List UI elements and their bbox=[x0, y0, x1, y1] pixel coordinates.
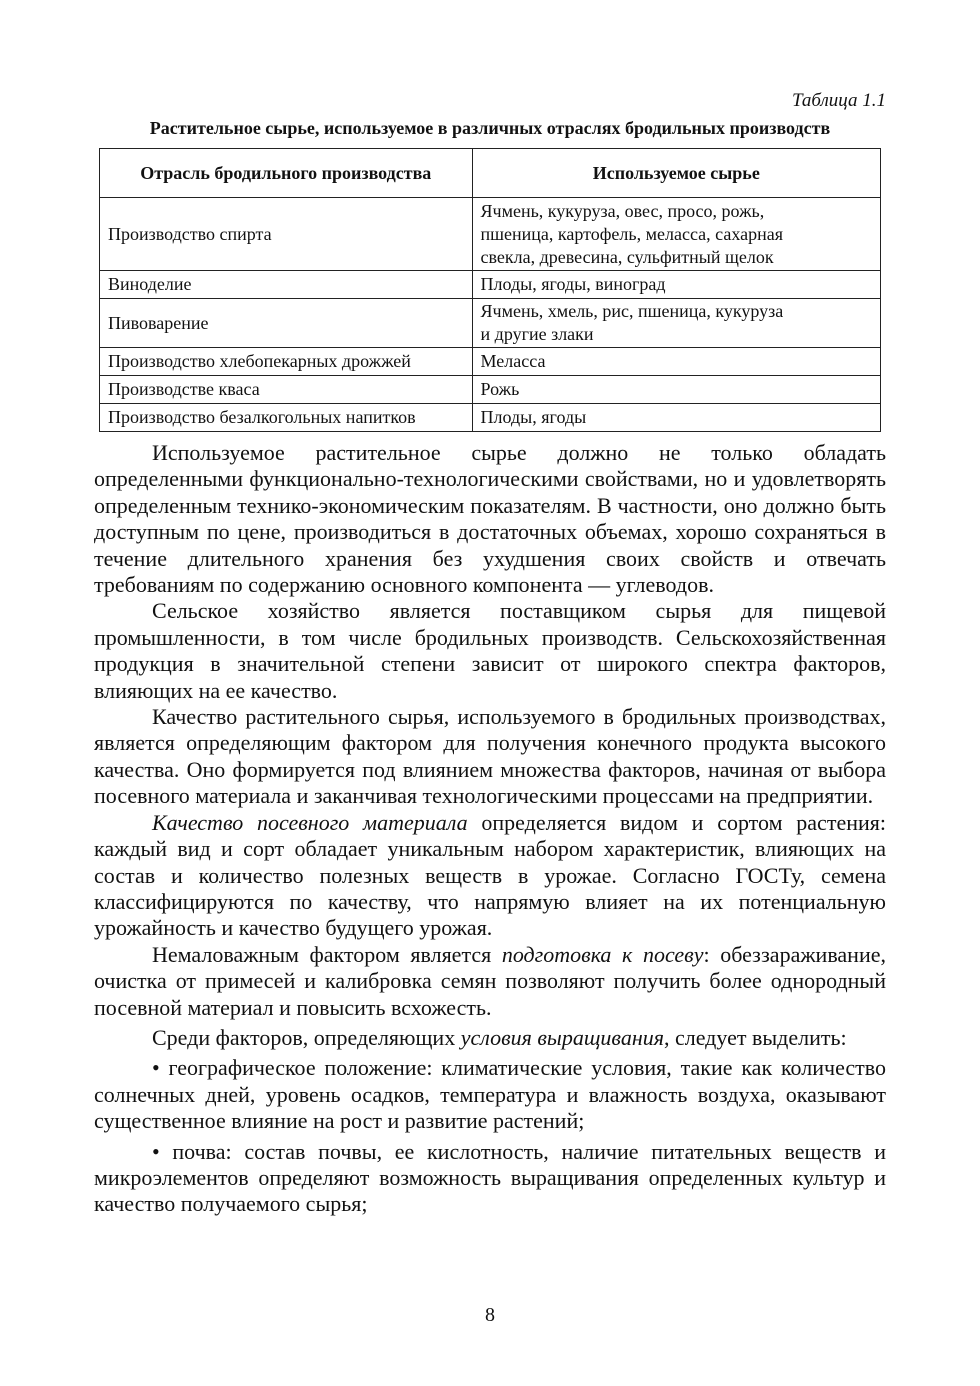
bullet-geographic-position: • географическое положение: климатические условия, такие как количество солнечных дней, уровень осадков, температура и влажность воздуха, оказывают существенное влияние на рост и развитие растений; bbox=[94, 1055, 886, 1134]
header-raw-material: Используемое сырье bbox=[472, 149, 880, 198]
term-growing-conditions: условия выращивания bbox=[460, 1024, 664, 1050]
raw-material-cell: Ячмень, кукуруза, овес, просо, рожь, пшеница, картофель, меласса, сахарная свекла, древесина, сульфитный щелок bbox=[472, 198, 880, 271]
page-number: 8 bbox=[485, 1304, 495, 1326]
table-row bbox=[100, 376, 881, 404]
table-label: Таблица 1.1 bbox=[792, 90, 886, 111]
raw-material-cell: Плоды, ягоды bbox=[472, 404, 880, 432]
industry-cell: Производство спирта bbox=[100, 198, 473, 271]
table-row bbox=[100, 198, 881, 271]
raw-material-cell: Рожь bbox=[472, 376, 880, 404]
raw-material-cell: Плоды, ягоды, виноград bbox=[472, 271, 880, 299]
industry-cell: Пивоварение bbox=[100, 299, 473, 348]
term-seed-quality: Качество посевного материала bbox=[152, 809, 468, 835]
paragraph-raw-material-requirements: Используемое растительное сырье должно не только обладать определенными функционально-технологическими свойствами, но и удовлетворять определенным технико-экономическим показателям. В частности, оно должно быть доступным по цене, производиться в достаточных объемах, хорошо сохраняться в течение длительного хранения без ухудшения своих свойств и отвечать требованиям по содержанию основного компонента — углеводов. bbox=[94, 440, 886, 598]
table-row bbox=[100, 271, 881, 299]
term-sowing-preparation: подготовка к посеву bbox=[501, 941, 704, 967]
page bbox=[94, 88, 886, 1218]
industry-cell: Производстве кваса bbox=[100, 376, 473, 404]
paragraph-growing-conditions bbox=[94, 1025, 886, 1051]
growing-conditions-text: , следует выделить: bbox=[663, 1024, 847, 1050]
raw-materials-table bbox=[99, 148, 881, 432]
table-header-row bbox=[100, 149, 881, 198]
paragraph-sowing-preparation bbox=[94, 942, 886, 1021]
bullet-soil: • почва: состав почвы, ее кислотность, наличие питательных веществ и микроэлементов определяют возможность выращивания определенных культур и качество получаемого сырья; bbox=[94, 1138, 886, 1217]
paragraph-seed-quality bbox=[94, 810, 886, 942]
sowing-preparation-text: : обеззараживание, очистка от примесей и калибровка семян позволяют получить более однородный посевной материал и повысить всхожесть. bbox=[94, 941, 886, 1020]
paragraph-raw-material-quality: Качество растительного сырья, используемого в бродильных производствах, является определяющим фактором для получения конечного продукта высокого качества. Оно формируется под влиянием множества факторов, начиная от выбора посевного материала и заканчивая технологическими процессами на предприятии. bbox=[94, 704, 886, 809]
body-text bbox=[94, 440, 886, 1218]
industry-cell: Виноделие bbox=[100, 271, 473, 299]
growing-conditions-lead: Среди факторов, определяющих bbox=[152, 1024, 461, 1050]
table-row bbox=[100, 404, 881, 432]
industry-cell: Производство хлебопекарных дрожжей bbox=[100, 348, 473, 376]
table-row bbox=[100, 348, 881, 376]
raw-material-cell: Меласса bbox=[472, 348, 880, 376]
header-industry: Отрасль бродильного производства bbox=[100, 149, 473, 198]
paragraph-agriculture: Сельское хозяйство является поставщиком сырья для пищевой промышленности, в том числе бродильных производств. Сельскохозяйственная продукция в значительной степени зависит от широкого спектра факторов, влияющих на ее качество. bbox=[94, 598, 886, 703]
seed-quality-text: определяется видом и сортом растения: каждый вид и сорт обладает уникальным набором характеристик, влияющих на состав и количество полезных веществ в урожае. Согласно ГОСТу, семена классифицируются по качеству, что напрямую влияет на их потенциальную урожайность и качество будущего урожая. bbox=[94, 809, 886, 941]
industry-cell: Производство безалкогольных напитков bbox=[100, 404, 473, 432]
raw-material-cell: Ячмень, хмель, рис, пшеница, кукуруза и другие злаки bbox=[472, 299, 880, 348]
sowing-preparation-lead: Немаловажным фактором является bbox=[152, 941, 502, 967]
table-title: Растительное сырье, используемое в различных отраслях бродильных производств bbox=[149, 118, 831, 138]
table-row bbox=[100, 299, 881, 348]
